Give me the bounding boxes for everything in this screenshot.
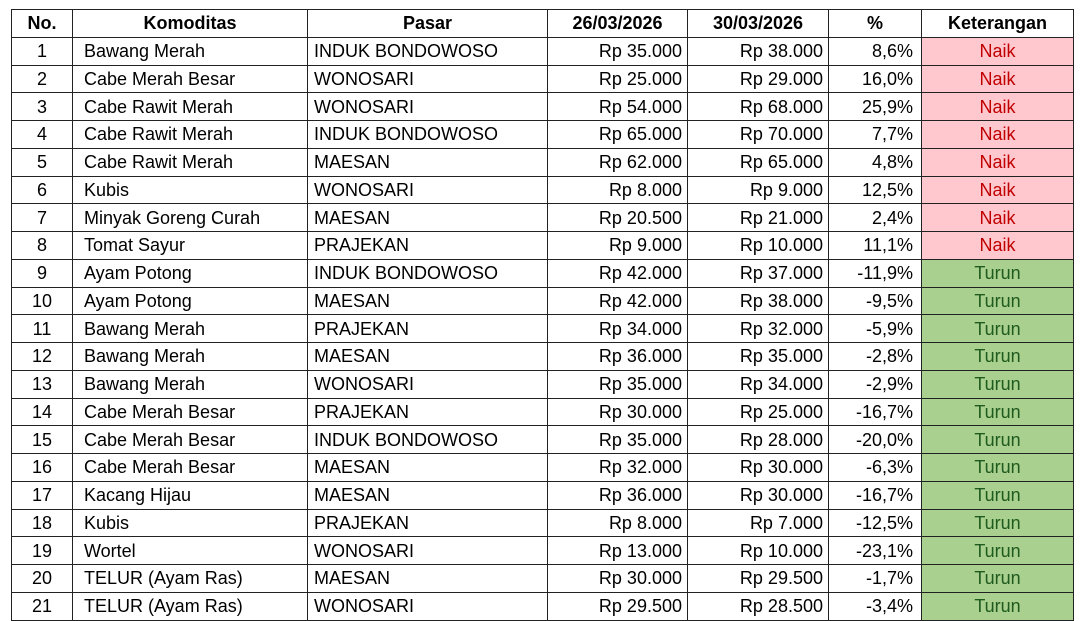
cell-percent-change: -9,5%	[829, 287, 922, 315]
cell-no: 7	[12, 204, 73, 232]
table-row	[12, 176, 1074, 204]
cell-komoditas: Cabe Rawit Merah	[73, 121, 308, 149]
cell-price-date-1: Rp 34.000	[548, 315, 688, 343]
cell-pasar: MAESAN	[308, 343, 548, 371]
cell-price-date-2: Rp 30.000	[688, 454, 829, 482]
cell-no: 19	[12, 537, 73, 565]
cell-price-date-2: Rp 28.500	[688, 592, 829, 620]
table-row	[12, 232, 1074, 260]
cell-no: 1	[12, 37, 73, 65]
cell-price-date-2: Rp 7.000	[688, 509, 829, 537]
cell-percent-change: 16,0%	[829, 65, 922, 93]
table-row	[12, 481, 1074, 509]
cell-price-date-1: Rp 30.000	[548, 565, 688, 593]
cell-pasar: MAESAN	[308, 287, 548, 315]
cell-no: 2	[12, 65, 73, 93]
cell-price-date-2: Rp 28.000	[688, 426, 829, 454]
cell-price-date-2: Rp 30.000	[688, 481, 829, 509]
status-badge: Turun	[922, 370, 1074, 398]
cell-percent-change: -6,3%	[829, 454, 922, 482]
cell-price-date-2: Rp 65.000	[688, 148, 829, 176]
cell-price-date-1: Rp 42.000	[548, 287, 688, 315]
header-komoditas: Komoditas	[73, 10, 308, 38]
status-badge: Turun	[922, 481, 1074, 509]
cell-no: 15	[12, 426, 73, 454]
cell-price-date-1: Rp 36.000	[548, 481, 688, 509]
cell-price-date-2: Rp 70.000	[688, 121, 829, 149]
cell-pasar: WONOSARI	[308, 93, 548, 121]
cell-komoditas: Cabe Merah Besar	[73, 65, 308, 93]
cell-komoditas: Cabe Merah Besar	[73, 398, 308, 426]
cell-komoditas: Bawang Merah	[73, 343, 308, 371]
cell-no: 12	[12, 343, 73, 371]
table-row	[12, 259, 1074, 287]
cell-price-date-1: Rp 36.000	[548, 343, 688, 371]
status-badge: Turun	[922, 259, 1074, 287]
cell-pasar: WONOSARI	[308, 592, 548, 620]
status-badge: Turun	[922, 398, 1074, 426]
header-keterangan: Keterangan	[922, 10, 1074, 38]
cell-komoditas: Cabe Rawit Merah	[73, 93, 308, 121]
cell-komoditas: Wortel	[73, 537, 308, 565]
price-table	[11, 9, 1074, 621]
table-row	[12, 343, 1074, 371]
cell-percent-change: 7,7%	[829, 121, 922, 149]
status-badge: Turun	[922, 592, 1074, 620]
table-row	[12, 204, 1074, 232]
cell-pasar: PRAJEKAN	[308, 232, 548, 260]
cell-no: 6	[12, 176, 73, 204]
status-badge: Turun	[922, 287, 1074, 315]
cell-pasar: MAESAN	[308, 454, 548, 482]
cell-komoditas: Kacang Hijau	[73, 481, 308, 509]
table-row	[12, 426, 1074, 454]
header-pasar: Pasar	[308, 10, 548, 38]
cell-pasar: INDUK BONDOWOSO	[308, 37, 548, 65]
cell-price-date-1: Rp 35.000	[548, 370, 688, 398]
status-badge: Turun	[922, 565, 1074, 593]
header-row	[12, 10, 1074, 38]
cell-price-date-1: Rp 35.000	[548, 37, 688, 65]
cell-price-date-2: Rp 68.000	[688, 93, 829, 121]
cell-no: 4	[12, 121, 73, 149]
status-badge: Turun	[922, 509, 1074, 537]
status-badge: Turun	[922, 537, 1074, 565]
cell-price-date-2: Rp 38.000	[688, 37, 829, 65]
header-date-1: 26/03/2026	[548, 10, 688, 38]
cell-price-date-1: Rp 20.500	[548, 204, 688, 232]
cell-komoditas: Kubis	[73, 176, 308, 204]
cell-no: 16	[12, 454, 73, 482]
cell-komoditas: Kubis	[73, 509, 308, 537]
cell-pasar: INDUK BONDOWOSO	[308, 426, 548, 454]
cell-percent-change: -1,7%	[829, 565, 922, 593]
cell-price-date-2: Rp 9.000	[688, 176, 829, 204]
cell-percent-change: -5,9%	[829, 315, 922, 343]
cell-percent-change: 8,6%	[829, 37, 922, 65]
cell-price-date-1: Rp 8.000	[548, 509, 688, 537]
table-row	[12, 565, 1074, 593]
table-row	[12, 454, 1074, 482]
cell-percent-change: 12,5%	[829, 176, 922, 204]
cell-percent-change: -3,4%	[829, 592, 922, 620]
cell-komoditas: Cabe Merah Besar	[73, 454, 308, 482]
cell-price-date-1: Rp 35.000	[548, 426, 688, 454]
table-row	[12, 287, 1074, 315]
cell-percent-change: -2,9%	[829, 370, 922, 398]
cell-percent-change: 4,8%	[829, 148, 922, 176]
cell-price-date-2: Rp 21.000	[688, 204, 829, 232]
cell-no: 20	[12, 565, 73, 593]
cell-pasar: MAESAN	[308, 481, 548, 509]
cell-price-date-2: Rp 34.000	[688, 370, 829, 398]
cell-komoditas: Cabe Rawit Merah	[73, 148, 308, 176]
table-row	[12, 65, 1074, 93]
header-no: No.	[12, 10, 73, 38]
cell-pasar: INDUK BONDOWOSO	[308, 121, 548, 149]
cell-percent-change: 11,1%	[829, 232, 922, 260]
status-badge: Turun	[922, 454, 1074, 482]
cell-percent-change: -23,1%	[829, 537, 922, 565]
table-row	[12, 93, 1074, 121]
cell-percent-change: -11,9%	[829, 259, 922, 287]
status-badge: Naik	[922, 93, 1074, 121]
cell-no: 18	[12, 509, 73, 537]
cell-price-date-1: Rp 65.000	[548, 121, 688, 149]
status-badge: Naik	[922, 65, 1074, 93]
cell-percent-change: -2,8%	[829, 343, 922, 371]
cell-price-date-1: Rp 8.000	[548, 176, 688, 204]
cell-pasar: INDUK BONDOWOSO	[308, 259, 548, 287]
cell-pasar: WONOSARI	[308, 370, 548, 398]
table-row	[12, 370, 1074, 398]
cell-price-date-2: Rp 37.000	[688, 259, 829, 287]
cell-komoditas: TELUR (Ayam Ras)	[73, 592, 308, 620]
cell-pasar: PRAJEKAN	[308, 509, 548, 537]
cell-percent-change: -20,0%	[829, 426, 922, 454]
cell-percent-change: 2,4%	[829, 204, 922, 232]
status-badge: Turun	[922, 426, 1074, 454]
cell-pasar: MAESAN	[308, 148, 548, 176]
table-row	[12, 592, 1074, 620]
cell-price-date-2: Rp 38.000	[688, 287, 829, 315]
cell-pasar: WONOSARI	[308, 537, 548, 565]
cell-pasar: WONOSARI	[308, 65, 548, 93]
cell-pasar: PRAJEKAN	[308, 398, 548, 426]
cell-pasar: MAESAN	[308, 565, 548, 593]
cell-price-date-1: Rp 32.000	[548, 454, 688, 482]
cell-percent-change: -16,7%	[829, 481, 922, 509]
cell-percent-change: -12,5%	[829, 509, 922, 537]
table-row	[12, 37, 1074, 65]
status-badge: Naik	[922, 232, 1074, 260]
header-date-2: 30/03/2026	[688, 10, 829, 38]
cell-price-date-2: Rp 32.000	[688, 315, 829, 343]
cell-no: 9	[12, 259, 73, 287]
cell-komoditas: Tomat Sayur	[73, 232, 308, 260]
cell-no: 5	[12, 148, 73, 176]
cell-pasar: WONOSARI	[308, 176, 548, 204]
cell-komoditas: Ayam Potong	[73, 287, 308, 315]
cell-price-date-2: Rp 10.000	[688, 537, 829, 565]
cell-no: 8	[12, 232, 73, 260]
cell-price-date-1: Rp 25.000	[548, 65, 688, 93]
cell-no: 3	[12, 93, 73, 121]
cell-no: 13	[12, 370, 73, 398]
cell-komoditas: TELUR (Ayam Ras)	[73, 565, 308, 593]
cell-price-date-2: Rp 10.000	[688, 232, 829, 260]
cell-percent-change: 25,9%	[829, 93, 922, 121]
cell-komoditas: Ayam Potong	[73, 259, 308, 287]
cell-no: 10	[12, 287, 73, 315]
cell-no: 21	[12, 592, 73, 620]
cell-komoditas: Cabe Merah Besar	[73, 426, 308, 454]
cell-price-date-1: Rp 54.000	[548, 93, 688, 121]
cell-price-date-1: Rp 13.000	[548, 537, 688, 565]
cell-komoditas: Bawang Merah	[73, 37, 308, 65]
status-badge: Naik	[922, 148, 1074, 176]
table-body	[12, 37, 1074, 620]
status-badge: Naik	[922, 37, 1074, 65]
header-percent: %	[829, 10, 922, 38]
table-row	[12, 537, 1074, 565]
cell-no: 17	[12, 481, 73, 509]
cell-komoditas: Bawang Merah	[73, 315, 308, 343]
cell-percent-change: -16,7%	[829, 398, 922, 426]
cell-price-date-2: Rp 35.000	[688, 343, 829, 371]
cell-price-date-1: Rp 62.000	[548, 148, 688, 176]
table-row	[12, 315, 1074, 343]
cell-price-date-2: Rp 29.000	[688, 65, 829, 93]
table-row	[12, 398, 1074, 426]
table-row	[12, 121, 1074, 149]
cell-price-date-2: Rp 29.500	[688, 565, 829, 593]
cell-komoditas: Bawang Merah	[73, 370, 308, 398]
status-badge: Naik	[922, 204, 1074, 232]
cell-no: 14	[12, 398, 73, 426]
table-row	[12, 509, 1074, 537]
status-badge: Turun	[922, 315, 1074, 343]
status-badge: Naik	[922, 176, 1074, 204]
cell-komoditas: Minyak Goreng Curah	[73, 204, 308, 232]
cell-price-date-1: Rp 30.000	[548, 398, 688, 426]
status-badge: Turun	[922, 343, 1074, 371]
cell-pasar: PRAJEKAN	[308, 315, 548, 343]
status-badge: Naik	[922, 121, 1074, 149]
cell-price-date-2: Rp 25.000	[688, 398, 829, 426]
cell-price-date-1: Rp 29.500	[548, 592, 688, 620]
cell-pasar: MAESAN	[308, 204, 548, 232]
cell-price-date-1: Rp 9.000	[548, 232, 688, 260]
cell-no: 11	[12, 315, 73, 343]
table-row	[12, 148, 1074, 176]
cell-price-date-1: Rp 42.000	[548, 259, 688, 287]
